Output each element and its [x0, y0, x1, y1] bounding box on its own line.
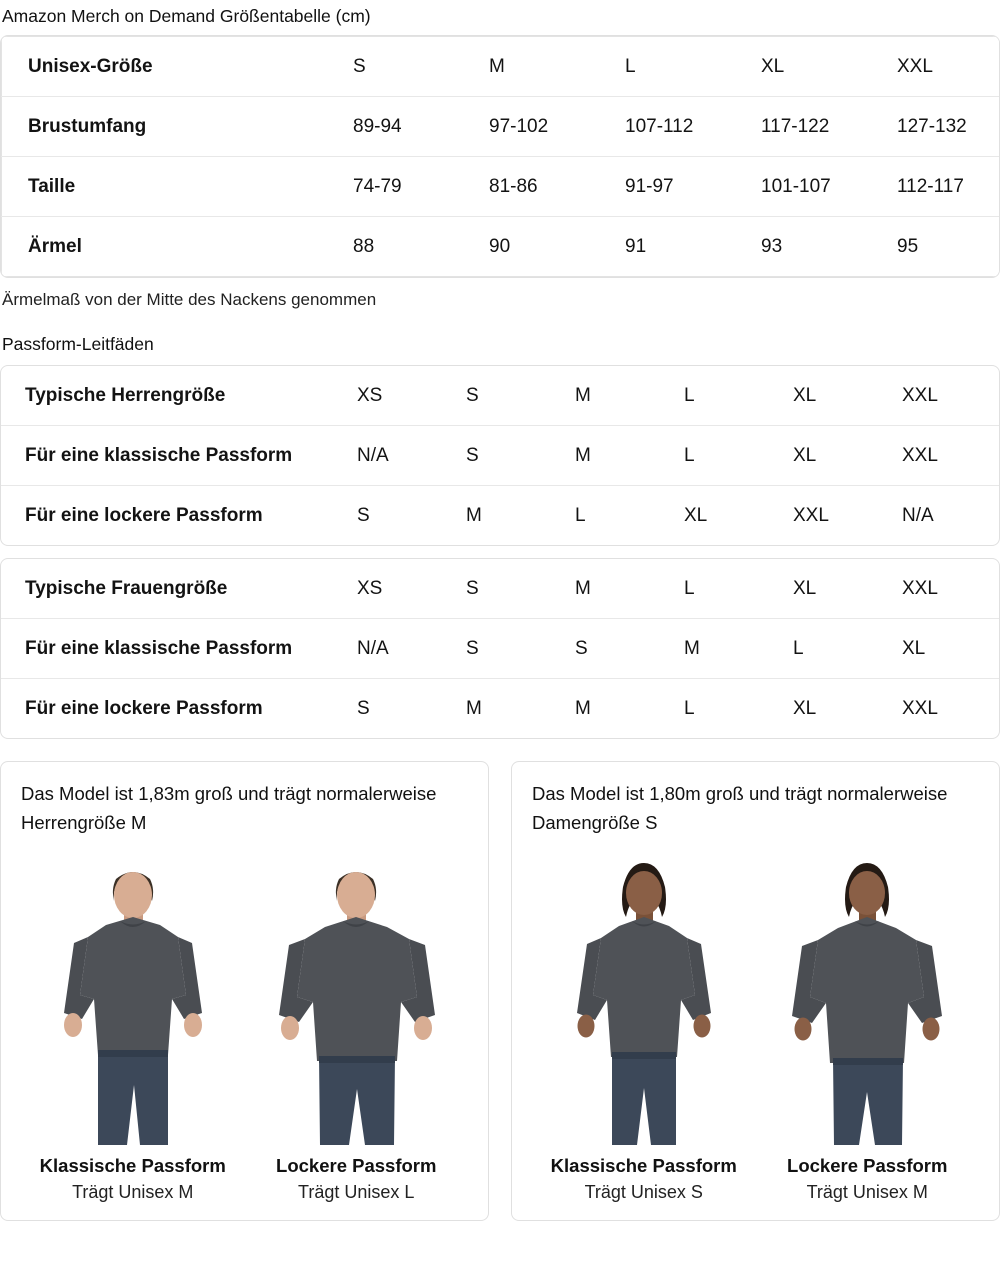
model-card-women [511, 761, 1000, 1221]
cell: XL [793, 697, 817, 719]
figure-label-classic [532, 1155, 756, 1203]
fit-title: Klassische Passform [39, 1155, 226, 1177]
cell: L [622, 37, 758, 97]
cell: 74-79 [350, 157, 486, 217]
cell: L [575, 504, 586, 526]
cell: XL [900, 619, 1000, 679]
cell: L [682, 426, 791, 486]
cell: S [357, 697, 370, 719]
cell: L [682, 366, 791, 426]
figure-classic-fit-men [21, 845, 245, 1145]
women-fit-table [1, 559, 1000, 738]
table-row [1, 486, 1000, 546]
cell: XXL [894, 37, 1000, 97]
cell: M [573, 559, 682, 619]
cell: XL [684, 504, 708, 526]
fit-title: Klassische Passform [550, 1155, 737, 1177]
fit-wears: Trägt Unisex S [584, 1182, 703, 1203]
model-figures [532, 845, 979, 1145]
cell: 91-97 [622, 157, 758, 217]
fit-title: Lockere Passform [787, 1155, 948, 1177]
model-card-caption: Das Model ist 1,80m groß und trägt normalerweise Damengröße S [532, 783, 948, 833]
cell: XL [758, 37, 894, 97]
table-row [1, 559, 1000, 619]
row-label: Für eine klassische Passform [1, 619, 355, 679]
cell: M [466, 697, 482, 719]
cell: N/A [902, 504, 934, 526]
model-card-caption: Das Model ist 1,83m groß und trägt normalerweise Herrengröße M [21, 783, 437, 833]
cell: XL [791, 426, 900, 486]
cell: 95 [897, 235, 919, 257]
cell: 97-102 [486, 97, 622, 157]
cell: 127-132 [894, 97, 1000, 157]
row-label: Für eine lockere Passform [25, 504, 263, 526]
row-label: Unisex-Größe [2, 37, 351, 97]
cell: M [575, 697, 591, 719]
cell: XL [791, 366, 900, 426]
cell: L [791, 619, 900, 679]
cell: L [682, 559, 791, 619]
table-row [1, 619, 1000, 679]
cell: XXL [900, 366, 1000, 426]
cell: M [573, 366, 682, 426]
cell: S [350, 37, 486, 97]
male-relaxed-fit-illustration [251, 845, 461, 1145]
cell: N/A [355, 619, 464, 679]
table-row [2, 157, 1000, 217]
cell: XS [355, 559, 464, 619]
row-label: Taille [2, 157, 351, 217]
cell: S [357, 504, 370, 526]
cell: N/A [355, 426, 464, 486]
cell: 107-112 [622, 97, 758, 157]
figure-label-relaxed [245, 1155, 469, 1203]
men-fit-table [1, 366, 1000, 545]
row-label: Brustumfang [2, 97, 351, 157]
cell: S [464, 559, 573, 619]
model-figures [21, 845, 468, 1145]
row-label: Typische Frauengröße [1, 559, 355, 619]
female-classic-fit-illustration [539, 845, 749, 1145]
male-classic-fit-illustration [28, 845, 238, 1145]
cell: 89-94 [350, 97, 486, 157]
cell: M [486, 37, 622, 97]
cell: XXL [900, 426, 1000, 486]
table-row [2, 97, 1000, 157]
table-row [1, 679, 1000, 739]
figure-label-relaxed [756, 1155, 980, 1203]
fit-title: Lockere Passform [276, 1155, 437, 1177]
model-figure-labels [21, 1155, 468, 1203]
size-table [1, 36, 1000, 277]
cell: S [573, 619, 682, 679]
cell: M [573, 426, 682, 486]
fit-wears: Trägt Unisex M [806, 1182, 928, 1203]
cell: 101-107 [758, 157, 894, 217]
cell: XXL [900, 559, 1000, 619]
female-relaxed-fit-illustration [762, 845, 972, 1145]
cell: 112-117 [894, 157, 1000, 217]
cell: 117-122 [758, 97, 894, 157]
page-title: Amazon Merch on Demand Größentabelle (cm) [2, 6, 371, 26]
cell: XXL [793, 504, 829, 526]
model-figure-labels [532, 1155, 979, 1203]
figure-classic-fit-women [532, 845, 756, 1145]
table-separator [0, 546, 1000, 558]
cell: S [464, 619, 573, 679]
figure-relaxed-fit-women [756, 845, 980, 1145]
row-label: Typische Herrengröße [1, 366, 355, 426]
figure-relaxed-fit-men [245, 845, 469, 1145]
fit-wears: Trägt Unisex M [72, 1182, 194, 1203]
fit-wears: Trägt Unisex L [298, 1182, 415, 1203]
cell: 91 [625, 235, 647, 257]
cell: XL [791, 559, 900, 619]
table-row [2, 217, 1000, 277]
women-fit-table-container [0, 558, 1000, 739]
men-fit-table-container [0, 365, 1000, 546]
sleeve-measurement-note: Ärmelmaß von der Mitte des Nackens genommen [2, 290, 377, 309]
cell: 81-86 [486, 157, 622, 217]
cell: 88 [353, 235, 375, 257]
cell: S [464, 366, 573, 426]
row-label: Für eine klassische Passform [1, 426, 355, 486]
size-table-container [0, 35, 1000, 278]
model-cards-row [0, 761, 1000, 1221]
row-label: Für eine lockere Passform [25, 697, 263, 719]
row-label: Ärmel [28, 235, 82, 257]
cell: 90 [489, 235, 511, 257]
table-row [1, 426, 1000, 486]
table-row [2, 37, 1000, 97]
cell: XS [355, 366, 464, 426]
cell: S [464, 426, 573, 486]
cell: M [682, 619, 791, 679]
cell: 93 [761, 235, 783, 257]
model-card-men [0, 761, 489, 1221]
figure-label-classic [21, 1155, 245, 1203]
cell: L [684, 697, 695, 719]
table-row [1, 366, 1000, 426]
cell: M [466, 504, 482, 526]
fit-guides-label: Passform-Leitfäden [2, 334, 154, 354]
cell: XXL [902, 697, 938, 719]
